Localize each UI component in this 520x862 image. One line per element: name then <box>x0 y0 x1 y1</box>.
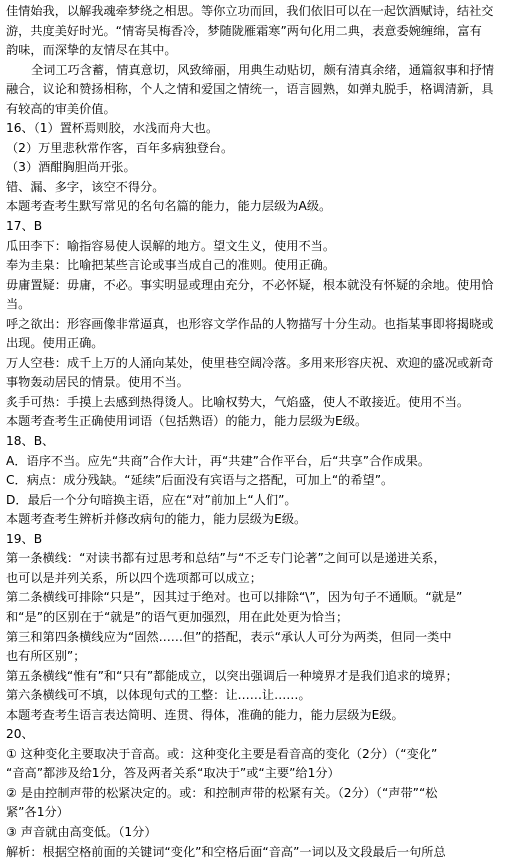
text-line: 解析：根据空格前面的关键词“变化”和空格后面“音高”一词以及文段最后一句所总 <box>6 844 446 859</box>
text-line: 本题考查考生正确使用词语（包括熟语）的能力，能力层级为E级。 <box>6 414 368 429</box>
text-line: ③ 声音就由高变低。（1分） <box>6 824 157 839</box>
text-line: 炙手可热：手摸上去感到热得烫人。比喻权势大，气焰盛，使人不敢接近。使用不当。 <box>6 394 470 409</box>
text-line: 融合，议论和赞扬相称，个人之情和爱国之情统一，语言圆熟，如弹丸脱手，格调清新，具 <box>6 82 494 97</box>
text-line: 错、漏、多字，该空不得分。 <box>6 179 165 194</box>
text-line: 紧”各1分） <box>6 805 69 820</box>
text-line: ② 是由控制声带的松紧决定的。或：和控制声带的松紧有关。（2分）（“声带”“松 <box>6 785 438 800</box>
text-line: 当。 <box>6 297 31 312</box>
text-line: ① 这种变化主要取决于音高。或：这种变化主要是看音高的变化（2分）（“变化” <box>6 746 438 761</box>
text-line: 本题考查考生语言表达简明、连贯、得体，准确的能力，能力层级为E级。 <box>6 707 404 722</box>
text-line: 出现。使用正确。 <box>6 336 104 351</box>
text-line: 第五条横线“惟有”和“只有”都能成立，以突出强调后一种境界才是我们追求的境界； <box>6 668 458 683</box>
text-line: 16、（1）置杯焉则胶，水浅而舟大也。 <box>6 121 219 136</box>
text-line: 第三和第四条横线应为“固然……但”的搭配，表示“承认人可分为两类，但同一类中 <box>6 629 452 644</box>
text-line: 佳情始我，以解我魂牵梦绕之相思。等你立功而回，我们依旧可以在一起饮酒赋诗，结社交 <box>6 4 494 18</box>
text-line: 19、B <box>6 531 43 546</box>
text-line: 游，共度美好时光。“情寄吴梅香冷，梦随陇雁霜寒”两句化用二典，表意委婉缠绵，富有 <box>6 23 482 38</box>
text-line: 韵味，而深挚的友情尽在其中。 <box>6 43 177 58</box>
text-line: 17、B <box>6 219 43 234</box>
text-line: A．语序不当。应先“共商”合作大计，再“共建”合作平台，后“共享”合作成果。 <box>6 453 431 468</box>
text-line: 18、B、 <box>6 434 55 449</box>
text-line: C．病点：成分残缺。“延续”后面没有宾语与之搭配，可加上“的希望”。 <box>6 473 394 488</box>
text-line: 事物轰动居民的情景。使用不当。 <box>6 375 189 390</box>
text-line: 也可以是并列关系，所以四个选项都可以成立； <box>6 570 262 585</box>
text-line: 本题考查考生辨析并修改病句的能力，能力层级为E级。 <box>6 512 307 527</box>
text-line: 第六条横线可不填，以体现句式的工整：让……让……。 <box>6 688 311 703</box>
text-line: （3）酒酣胸胆尚开张。 <box>6 160 136 175</box>
text-line: 毋庸置疑：毋庸，不必。事实明显或理由充分，不必怀疑，根本就没有怀疑的余地。使用恰 <box>6 277 494 292</box>
text-line: 也有所区别”； <box>6 649 86 664</box>
text-line: 万人空巷：成千上万的人涌向某处，使里巷空阔冷落。多用来形容庆祝、欢迎的盛况或新奇 <box>6 355 494 370</box>
text-line: 第二条横线可排除“只是”，因其过于绝对。也可以排除“\”，因为句子不通顺。“就是” <box>6 590 463 605</box>
text-line: （2）万里悲秋常作客，百年多病独登台。 <box>6 140 234 155</box>
text-line: “音高”都涉及给1分，答及两者关系“取决于”或“主要”给1分） <box>6 766 340 781</box>
text-line: D．最后一个分句暗换主语，应在“对”前加上“人们”。 <box>6 492 297 507</box>
text-line: 第一条横线：“对读书都有过思考和总结”与“不乏专门论著”之间可以是递进关系， <box>6 551 446 566</box>
text-line: 本题考查考生默写常见的名句名篇的能力，能力层级为A级。 <box>6 199 332 214</box>
text-line: 奉为圭臬：比喻把某些言论或事当成自己的准则。使用正确。 <box>6 258 336 273</box>
text-line: 全词工巧含蓄，情真意切，风致缔丽，用典生动贴切，颇有清真余绪，通篇叙事和抒情 <box>31 62 495 77</box>
text-line: 呼之欲出：形容画像非常逼真，也形容文学作品的人物描写十分生动。也指某事即将揭晓或 <box>6 316 494 331</box>
text-line: 瓜田李下：喻指容易使人误解的地方。望文生义，使用不当。 <box>6 238 336 253</box>
text-line: 和“是”的区别在于“就是”的语气更加强烈，用在此处更为恰当； <box>6 609 349 624</box>
text-line: 有较高的审美价值。 <box>6 101 116 116</box>
text-line: 20、 <box>6 727 34 742</box>
